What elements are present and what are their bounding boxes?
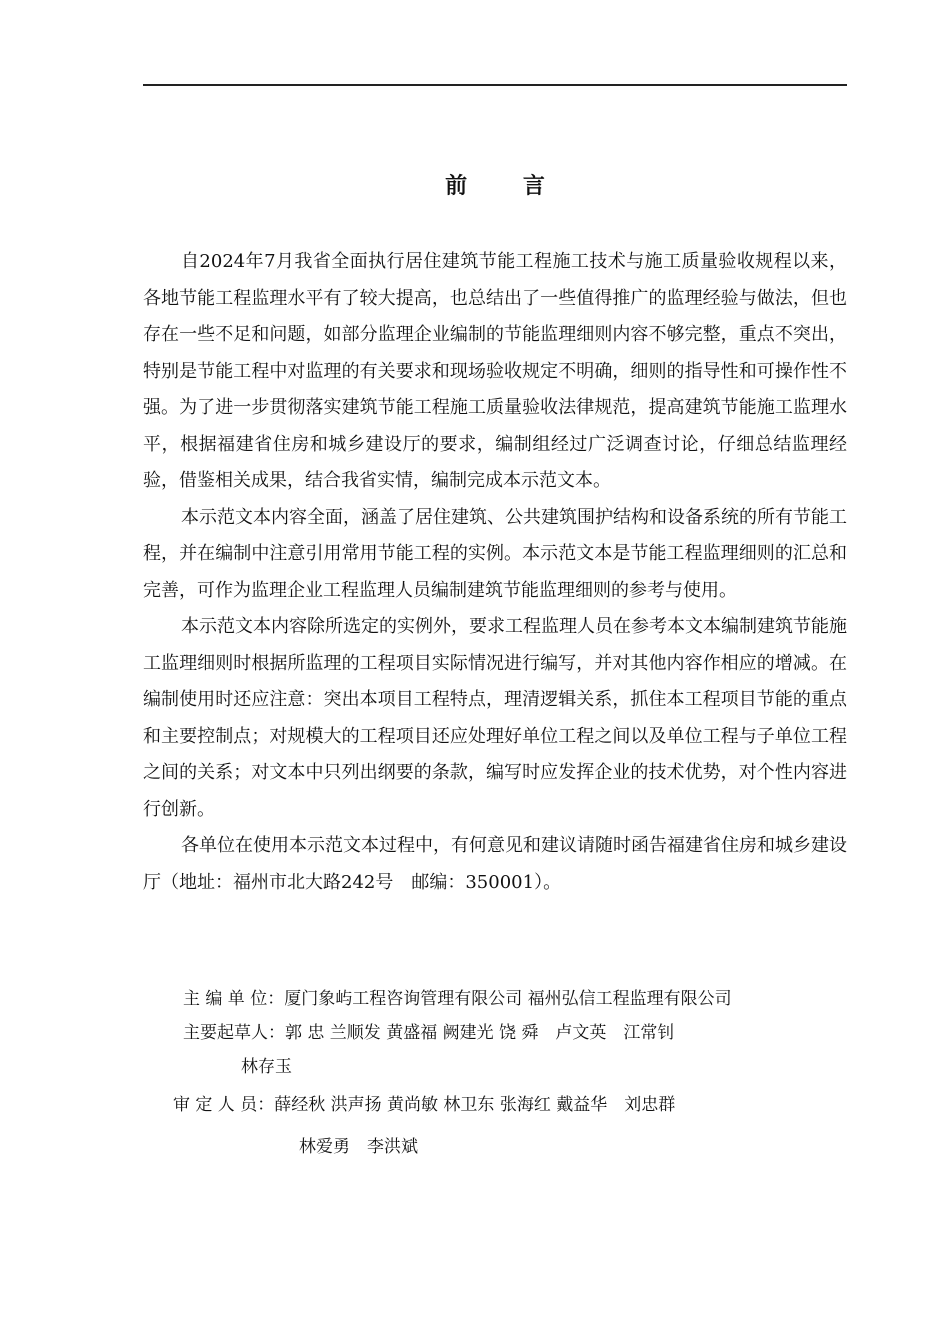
paragraph-4: 各单位在使用本示范文本过程中，有何意见和建议请随时函告福建省住房和城乡建设厅（地址：福州市北大路242号 邮编：350001）。 [143, 835, 847, 893]
reviewers-continued: 林爱勇 李洪斌 [299, 1137, 418, 1157]
main-drafters: 主要起草人：郭 忠 兰顺发 黄盛福 阙建光 饶 舜 卢文英 江常钊 [183, 1023, 675, 1043]
paragraph-2: 本示范文本内容全面，涵盖了居住建筑、公共建筑围护结构和设备系统的所有节能工程，并在编制中注意引用常用节能工程的实例。本示范文本是节能工程监理细则的汇总和完善，可作为监理企业工程监理人员编制建筑节能监理细则的参考与使用。 [143, 506, 847, 601]
page-title: 前 言 [445, 174, 569, 199]
credits-block [143, 982, 847, 1164]
main-drafters-continued: 林存玉 [241, 1057, 292, 1077]
header-rule [143, 84, 847, 86]
paragraph-1: 自2024年7月我省全面执行居住建筑节能工程施工技术与施工质量验收规程以来，各地节能工程监理水平有了较大提高，也总结出了一些值得推广的监理经验与做法，但也存在一些不足和问题，如部分监理企业编制的节能监理细则内容不够完整，重点不突出，特别是节能工程中对监理的有关要求和现场验收规定不明确，细则的指导性和可操作性不强。为了进一步贯彻落实建筑节能工程施工质量验收法律规范，提高建筑节能施工监理水平，根据福建省住房和城乡建设厅的要求，编制组经过广泛调查讨论，仔细总结监理经验，借鉴相关成果，结合我省实情，编制完成本示范文本。 [143, 251, 847, 491]
chief-editor-units: 主 编 单 位：厦门象屿工程咨询管理有限公司 福州弘信工程监理有限公司 [183, 989, 732, 1009]
paragraph-3: 本示范文本内容除所选定的实例外，要求工程监理人员在参考本文本编制建筑节能施工监理细则时根据所监理的工程项目实际情况进行编写，并对其他内容作相应的增减。在编制使用时还应注意：突出本项目工程特点，理清逻辑关系，抓住本工程项目节能的重点和主要控制点；对规模大的工程项目还应处理好单位工程之间以及单位工程与子单位工程之间的关系；对文本中只列出纲要的条款，编写时应发挥企业的技术优势，对个性内容进行创新。 [143, 616, 847, 820]
preface-body [143, 244, 847, 901]
reviewers: 审 定 人 员：薛经秋 洪声扬 黄尚敏 林卫东 张海红 戴益华 刘忠群 [173, 1095, 676, 1115]
